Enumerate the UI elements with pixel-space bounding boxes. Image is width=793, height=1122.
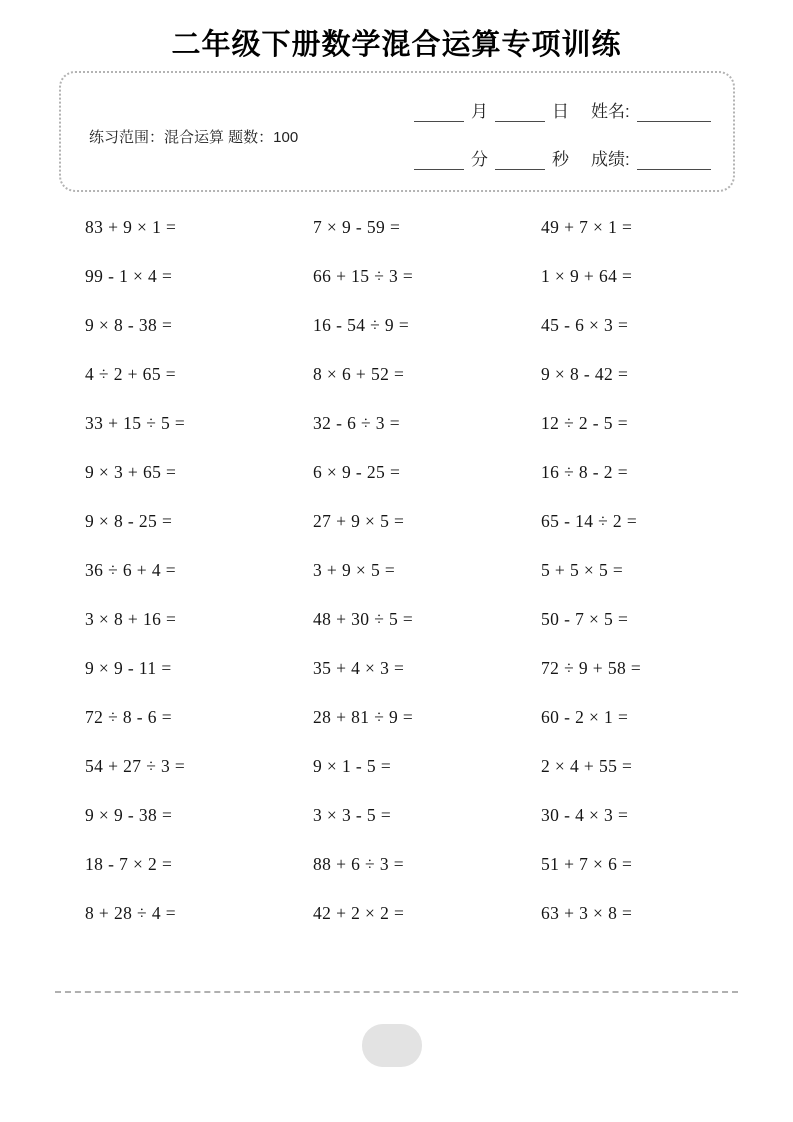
minute-blank (414, 153, 464, 170)
problem-cell: 88 + 6 ÷ 3 = (313, 854, 405, 874)
problem-cell: 30 - 4 × 3 = (541, 805, 629, 825)
problem-cell: 9 × 9 - 11 = (85, 658, 172, 678)
problem-cell: 12 ÷ 2 - 5 = (541, 413, 628, 433)
problem-cell: 16 ÷ 8 - 2 = (541, 462, 628, 482)
problem-cell: 83 + 9 × 1 = (85, 217, 177, 237)
problem-cell: 9 × 8 - 38 = (85, 315, 173, 335)
problem-cell: 49 + 7 × 1 = (541, 217, 633, 237)
problem-cell: 48 + 30 ÷ 5 = (313, 609, 414, 629)
problem-cell: 72 ÷ 8 - 6 = (85, 707, 172, 727)
problem-cell: 9 × 1 - 5 = (313, 756, 392, 776)
time-score-row (407, 145, 711, 170)
date-name-row (407, 97, 711, 122)
problem-cell: 6 × 9 - 25 = (313, 462, 401, 482)
problem-cell: 63 + 3 × 8 = (541, 903, 633, 923)
problem-cell: 50 - 7 × 5 = (541, 609, 629, 629)
problem-cell: 3 × 8 + 16 = (85, 609, 177, 629)
score-blank (637, 153, 711, 170)
problem-cell: 99 - 1 × 4 = (85, 266, 173, 286)
score-label: 成绩: (591, 150, 630, 169)
day-blank (495, 105, 545, 122)
footer-blob (362, 1024, 422, 1067)
problem-cell: 2 × 4 + 55 = (541, 756, 633, 776)
problem-cell: 3 × 3 - 5 = (313, 805, 392, 825)
month-blank (414, 105, 464, 122)
problem-cell: 36 ÷ 6 + 4 = (85, 560, 177, 580)
problem-cell: 65 - 14 ÷ 2 = (541, 511, 638, 531)
second-blank (495, 153, 545, 170)
problem-cell: 60 - 2 × 1 = (541, 707, 629, 727)
problem-cell: 4 ÷ 2 + 65 = (85, 364, 177, 384)
problem-cell: 1 × 9 + 64 = (541, 266, 633, 286)
problem-cell: 66 + 15 ÷ 3 = (313, 266, 414, 286)
problem-cell: 7 × 9 - 59 = (313, 217, 401, 237)
problem-cell: 72 ÷ 9 + 58 = (541, 658, 642, 678)
problem-cell: 51 + 7 × 6 = (541, 854, 633, 874)
problem-cell: 35 + 4 × 3 = (313, 658, 405, 678)
problems-grid (85, 203, 768, 938)
problem-cell: 32 - 6 ÷ 3 = (313, 413, 400, 433)
practice-scope-label: 练习范围：混合运算 题数：100 (89, 129, 299, 146)
problem-cell: 18 - 7 × 2 = (85, 854, 173, 874)
problem-cell: 42 + 2 × 2 = (313, 903, 405, 923)
problem-cell: 9 × 9 - 38 = (85, 805, 173, 825)
problem-cell: 16 - 54 ÷ 9 = (313, 315, 410, 335)
day-label: 日 (552, 102, 569, 121)
name-label: 姓名: (591, 102, 630, 121)
page-title: 二年级下册数学混合运算专项训练 (171, 29, 622, 61)
problem-cell: 54 + 27 ÷ 3 = (85, 756, 186, 776)
month-label: 月 (471, 102, 488, 121)
problem-cell: 9 × 8 - 25 = (85, 511, 173, 531)
info-box (59, 71, 735, 192)
problem-cell: 27 + 9 × 5 = (313, 511, 405, 531)
bottom-divider (55, 991, 738, 993)
problem-cell: 8 × 6 + 52 = (313, 364, 405, 384)
problem-cell: 28 + 81 ÷ 9 = (313, 707, 414, 727)
problem-cell: 9 × 8 - 42 = (541, 364, 629, 384)
problem-cell: 5 + 5 × 5 = (541, 560, 624, 580)
second-label: 秒 (552, 150, 569, 169)
problem-cell: 45 - 6 × 3 = (541, 315, 629, 335)
problem-cell: 9 × 3 + 65 = (85, 462, 177, 482)
minute-label: 分 (471, 150, 488, 169)
problem-cell: 8 + 28 ÷ 4 = (85, 903, 177, 923)
problem-cell: 33 + 15 ÷ 5 = (85, 413, 186, 433)
name-blank (637, 105, 711, 122)
problem-cell: 3 + 9 × 5 = (313, 560, 396, 580)
